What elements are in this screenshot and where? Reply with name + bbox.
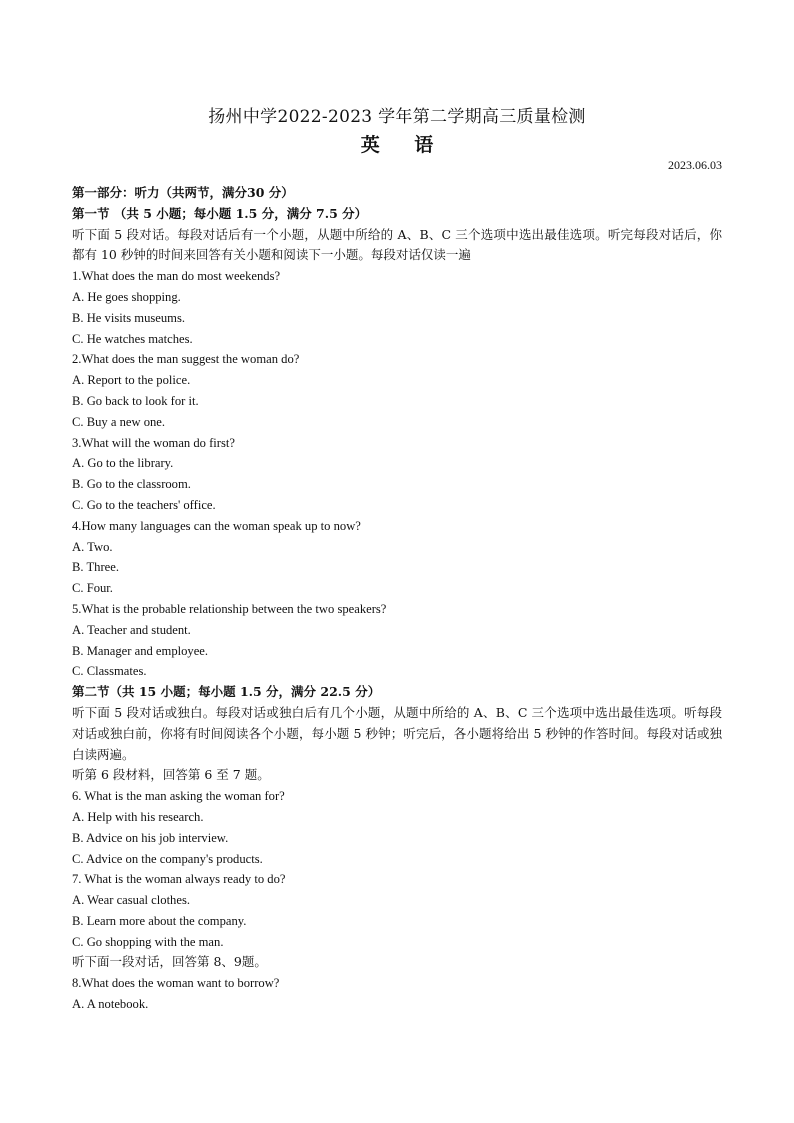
question-line: A. Help with his research. [72,809,204,824]
question-line: B. Go back to look for it. [72,393,199,408]
question-line: C. Advice on the company's products. [72,851,263,866]
question-line: 5.What is the probable relationship between the two speakers? [72,601,387,616]
question-line: 3.What will the woman do first? [72,435,235,450]
question-line: 2.What does the man suggest the woman do? [72,352,300,367]
question-line: A. A notebook. [72,997,149,1012]
question-line: 听第 6 段材料，回答第 6 至 7 题。 [72,767,270,783]
question-line: A. He goes shopping. [72,289,181,304]
question-line: 6. What is the man asking the woman for? [72,789,285,804]
question-line: C. Go to the teachers' office. [72,497,216,512]
instruction-paragraph: 听下面 5 段对话。每段对话后有一个小题，从题中所给的 A、B、C 三个选项中选出最佳选项。听完每段对话后，你都有 10 秒钟的时间来回答有关小题和阅读下一小题。每段对话仅读一遍 [72,226,722,263]
question-line: A. Teacher and student. [72,622,191,637]
section-heading: 第一部分：听力（共两节，满分30 分） [72,185,294,200]
question-line: B. Advice on his job interview. [72,830,229,845]
section-heading: 第二节（共 15 小题；每小题 1.5 分，满分 22.5 分） [72,684,381,700]
question-line: B. He visits museums. [72,310,185,325]
exam-content [72,183,722,1015]
question-line: C. Buy a new one. [72,414,166,429]
subject-title: 英 语 [360,134,448,156]
question-line: 8.What does the woman want to borrow? [72,976,280,991]
question-line: C. He watches matches. [72,331,193,346]
question-line: B. Learn more about the company. [72,913,247,928]
instruction-paragraph: 听下面 5 段对话或独白。每段对话或独白后有几个小题，从题中所给的 A、B、C 三个选项中选出最佳选项。听每段对话或独白前，你将有时间阅读各个小题，每小题 5 秒钟；听完后，各小题将给出 5 秒钟的作答时间。每段对话或独白读两遍。 [72,704,722,762]
exam-date: 2023.06.03 [668,158,722,172]
question-line: A. Wear casual clothes. [72,893,190,908]
question-line: C. Go shopping with the man. [72,934,224,949]
question-line: C. Classmates. [72,664,147,679]
exam-title: 扬州中学2022-2023 学年第二学期高三质量检测 [208,107,586,127]
question-line: 听下面一段对话，回答第 8、9题。 [72,954,267,970]
question-line: A. Report to the police. [72,373,191,388]
question-line: 1.What does the man do most weekends? [72,269,281,284]
question-line: 7. What is the woman always ready to do? [72,872,286,887]
question-line: B. Three. [72,560,119,575]
question-line: B. Manager and employee. [72,643,209,658]
section-heading: 第一节 （共 5 小题；每小题 1.5 分，满分 7.5 分） [72,205,368,221]
question-line: A. Go to the library. [72,456,174,471]
question-line: 4.How many languages can the woman speak up to now? [72,518,361,533]
question-line: C. Four. [72,581,113,596]
question-line: A. Two. [72,539,113,554]
question-line: B. Go to the classroom. [72,477,191,492]
